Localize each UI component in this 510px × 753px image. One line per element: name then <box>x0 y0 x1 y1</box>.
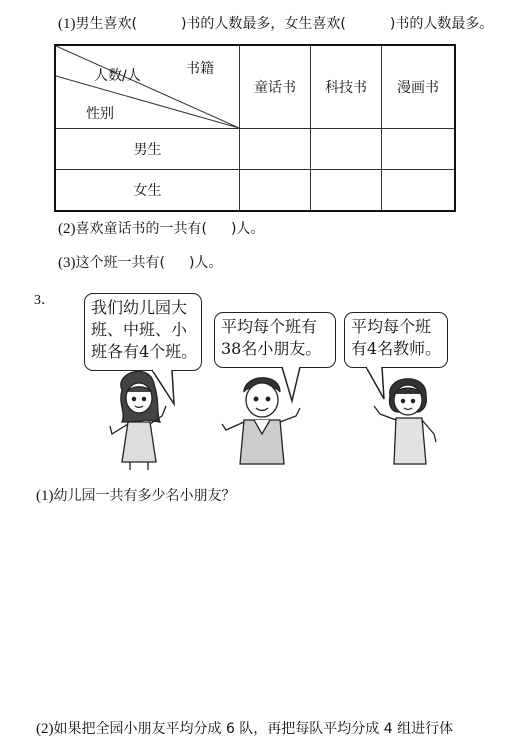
column-header-comics: 漫画书 <box>382 45 456 129</box>
question-1-number: (1) <box>58 16 76 32</box>
question-2-text-a: 喜欢童话书的一共有( <box>75 221 207 237</box>
speech-bubble-1 <box>84 293 202 371</box>
question-1-part-b: )书的人数最多，女生喜欢( <box>180 16 346 32</box>
problem-3-sub-1-number: (1) <box>36 488 54 504</box>
problem-3-sub-2-number: (2) <box>36 721 54 737</box>
answer-space-sub-1[interactable] <box>36 512 476 712</box>
table-cell-input[interactable] <box>311 170 382 212</box>
speech-bubble-2 <box>214 312 336 368</box>
speech-bubble-3 <box>344 312 448 368</box>
table-corner-cell <box>55 45 240 129</box>
question-1-part-c: )书的人数最多。 <box>389 16 494 32</box>
column-header-fairy-tales: 童话书 <box>240 45 311 129</box>
speech-bubble-1-line-3: 班各有4个班。 <box>91 342 198 361</box>
girl-character-illustration <box>104 362 176 472</box>
question-2 <box>58 220 264 238</box>
column-header-science-books: 科技书 <box>311 45 382 129</box>
speech-bubble-2-line-1: 平均每个班有 <box>221 317 318 336</box>
question-3-text-b: )人。 <box>188 255 223 271</box>
table-cell-input[interactable] <box>382 170 456 212</box>
speech-bubble-3-line-2: 有4名教师。 <box>351 339 442 358</box>
speech-bubble-3-line-1: 平均每个班 <box>351 317 432 336</box>
row-label-boys: 男生 <box>55 129 240 170</box>
problem-3-sub-1-text: 幼儿园一共有多少名小朋友？ <box>53 488 236 504</box>
problem-3-sub-2 <box>36 720 453 738</box>
question-2-number: (2) <box>58 221 76 237</box>
table-cell-input[interactable] <box>382 129 456 170</box>
problem-3-sub-2-text: 如果把全园小朋友平均分成 6 队，再把每队平均分成 4 组进行体 <box>53 721 454 737</box>
speech-bubble-2-line-2: 38名小朋友。 <box>221 339 322 358</box>
table-row <box>55 170 455 212</box>
stats-table <box>54 44 456 212</box>
table-row <box>55 129 455 170</box>
row-label-girls: 女生 <box>55 170 240 212</box>
question-1-part-a: 男生喜欢( <box>75 16 137 32</box>
problem-3-sub-1 <box>36 487 236 505</box>
teacher-girl-character-illustration <box>368 368 448 466</box>
question-3-text-a: 这个班一共有( <box>75 255 165 271</box>
corner-label-count: 人数/人 <box>94 68 141 84</box>
problem-3-number: 3． <box>34 293 55 308</box>
speech-bubble-1-line-2: 班、中班、小 <box>91 320 188 339</box>
question-3 <box>58 254 222 272</box>
table-cell-input[interactable] <box>240 129 311 170</box>
question-1 <box>58 15 493 33</box>
question-2-text-b: )人。 <box>230 221 265 237</box>
table-header-row <box>55 45 455 129</box>
corner-label-books: 书籍 <box>186 61 214 77</box>
speech-bubble-1-line-1: 我们幼儿园大 <box>91 298 188 317</box>
table-cell-input[interactable] <box>240 170 311 212</box>
corner-label-gender: 性别 <box>86 106 114 122</box>
boy-character-illustration <box>218 370 306 466</box>
question-3-number: (3) <box>58 255 76 271</box>
table-cell-input[interactable] <box>311 129 382 170</box>
